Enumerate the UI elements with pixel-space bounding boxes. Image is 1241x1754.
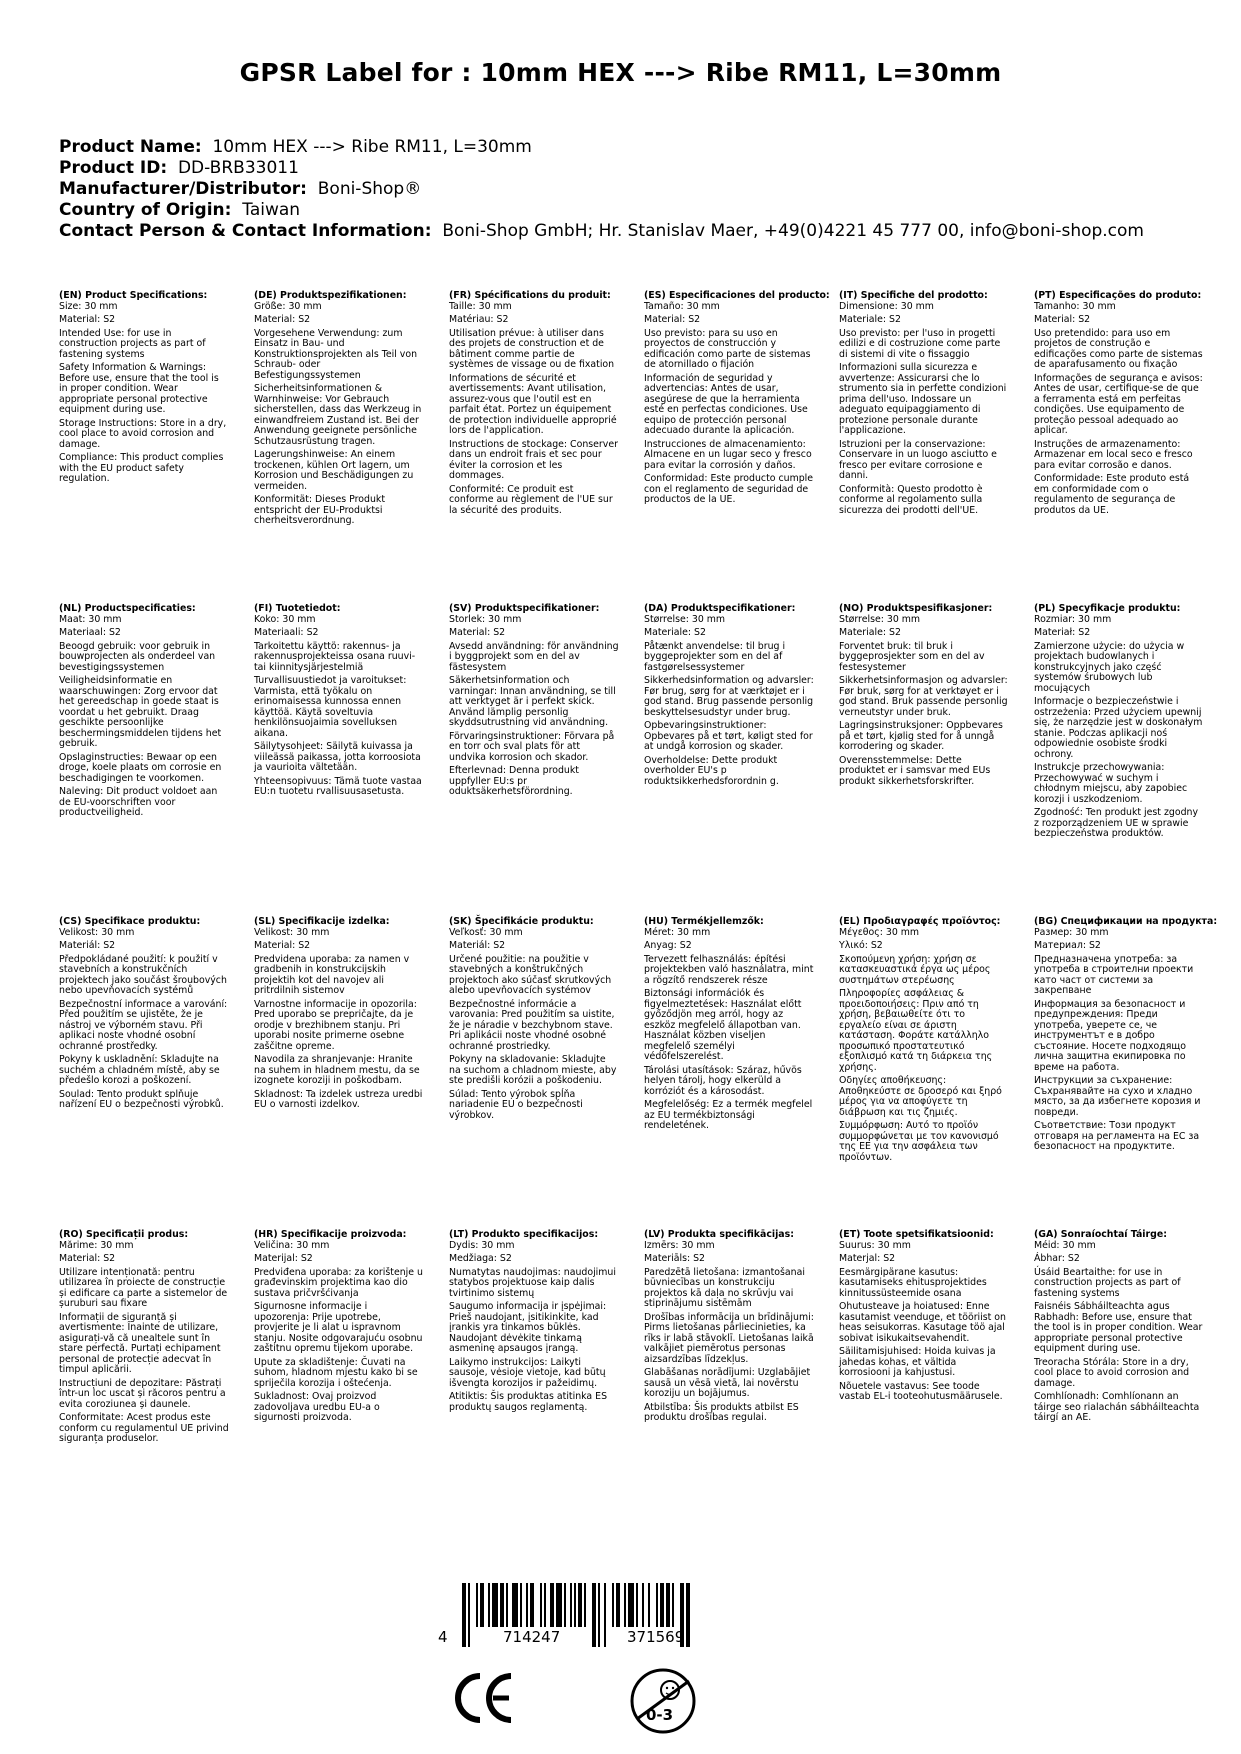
spec-line: Materiāls: S2 xyxy=(644,1253,706,1264)
spec-line: Materiale: S2 xyxy=(839,627,901,638)
spec-line: Pokyny na skladovanie: Skladujte na suchom a chladnom mieste, aby ste predišli korózii a poškodeniu. xyxy=(449,1054,617,1086)
spec-line: Suurus: 30 mm xyxy=(839,1239,911,1251)
spec-line: Conformidade: Este produto está em conformidade com o regulamento de segurança de produtos da UE. xyxy=(1034,473,1190,516)
barcode-bar xyxy=(592,1583,596,1647)
spec-line: Compliance: This product complies with the EU product safety regulation. xyxy=(59,452,224,484)
spec-line: Beoogd gebruik: voor gebruik in bouwprojecten als onderdeel van bevestigingssystemen xyxy=(59,640,216,673)
spec-heading: (HR) Specifikacije proizvoda: xyxy=(254,1229,407,1240)
spec-line: Taille: 30 mm xyxy=(449,300,512,312)
spec-line: Dimensione: 30 mm xyxy=(839,300,934,312)
spec-line: Utilizare intenționată: pentru utilizarea în proiecte de construcție și edificare ca parte a sistemelor de șuruburi sau fixare xyxy=(59,1266,228,1309)
spec-heading: (CS) Specifikace produktu: xyxy=(59,916,201,927)
spec-line: Материал: S2 xyxy=(1034,940,1101,951)
barcode-bar xyxy=(616,1583,620,1627)
spec-line: Lagerungshinweise: An einem trockenen, kühlen Ort lagern, um Korrosion und Beschädigungen zu vermeiden. xyxy=(254,449,414,492)
spec-line: Comhlíonadh: Comhlíonann an táirge seo rialachán sábháilteachta táirgí an AE. xyxy=(1034,1391,1200,1423)
spec-line: Instructions de stockage: Conserver dans un endroit frais et sec pour éviter la corrosion et les dommages. xyxy=(449,438,618,481)
barcode-bar xyxy=(604,1583,606,1647)
spec-line: Material: S2 xyxy=(254,940,311,951)
spec-line: Úsáid Beartaithe: for use in construction projects as part of fastening systems xyxy=(1034,1266,1181,1299)
spec-line: Navodila za shranjevanje: Hranite na suhem in hladnem mestu, da se izognete koroziji in poškodbam. xyxy=(254,1054,420,1086)
spec-heading: (PL) Specyfikacje produktu: xyxy=(1034,603,1181,614)
barcode-bar xyxy=(530,1583,534,1627)
spec-line: Konformität: Dieses Produkt entspricht der EU-Produktsi cherheitsverordnung. xyxy=(254,494,386,526)
spec-line: Lagringsinstruksjoner: Oppbevares på et tørt, kjølig sted for å unngå korrodering og skader. xyxy=(839,720,1003,752)
spec-section xyxy=(1034,1230,1204,1427)
spec-section xyxy=(839,917,1009,1166)
spec-line: Tárolási utasítások: Száraz, hűvös helyen tárolj, hogy elkerüld a korróziót és a károsodást. xyxy=(644,1064,802,1097)
spec-line: Material: S2 xyxy=(644,314,701,325)
spec-line: Instrucciones de almacenamiento: Almacene en un lugar seco y fresco para evitar la corrosión y daños. xyxy=(644,438,812,471)
spec-line: Material: S2 xyxy=(59,314,116,325)
spec-line: Mărime: 30 mm xyxy=(59,1239,134,1251)
spec-line: Izmērs: 30 mm xyxy=(644,1239,715,1251)
barcode-right-digits: 371569 xyxy=(627,1628,685,1646)
spec-section xyxy=(449,291,619,519)
spec-line: Forventet bruk: til bruk i byggeprosjekter som en del av festesystemer xyxy=(839,640,985,673)
spec-line: Πληροφορίες ασφάλειας & προειδοποιήσεις: Πριν από τη χρήση, βεβαιωθείτε ότι το εργαλείο είναι σε άριστη κατάσταση. Φοράτε κατάλληλο προσωπικό προστατευτικό εξοπλισμό κατά τη διάρκεια της χρήσης. xyxy=(839,988,993,1073)
info-label: Product Name: xyxy=(59,137,202,157)
spec-line: Informazioni sulla sicurezza e avvertenze: Assicurarsi che lo strumento sia in perfette condizioni prima dell'uso. Indossare un adeguato equipaggiamento di protezione personale durante l'applicazione. xyxy=(839,362,1007,436)
spec-line: Predviđena uporaba: za korištenje u građevinskim projektima kao dio sustava pričvršćivanja xyxy=(254,1266,423,1299)
spec-line: Megfelelőség: Ez a termék megfelel az EU termékbiztonsági rendeletének. xyxy=(644,1099,813,1131)
spec-section xyxy=(449,1230,619,1416)
age-0-3-warning-icon xyxy=(628,1666,698,1736)
barcode-bar xyxy=(564,1583,566,1627)
spec-section xyxy=(254,291,424,530)
spec-line: Materiał: S2 xyxy=(1034,627,1091,638)
barcode-bar xyxy=(492,1583,498,1627)
spec-line: Ohutusteave ja hoiatused: Enne kasutamist veenduge, et tööriist on heas seisukorras. Kasutage töö ajal sobivat isikukaitsevahendit. xyxy=(839,1301,1006,1344)
barcode-bar xyxy=(660,1583,664,1627)
barcode-bar xyxy=(462,1583,466,1647)
spec-line: Información de seguridad y advertencias: Antes de usar, asegúrese de que la herramienta esté en perfectas condiciones. Use equipo de protección personal adecuado durante la aplicación. xyxy=(644,372,808,436)
spec-line: Instrucțiuni de depozitare: Păstrați într-un loc uscat și răcoros pentru a evita coroziunea și daunele. xyxy=(59,1377,226,1410)
spec-line: Sikkerhedsinformation og advarsler: Før brug, sørg for at værktøjet er i god stand. Brug passende personlig beskyttelsesudstyr under brug. xyxy=(644,675,814,718)
manufacturer-row xyxy=(59,179,1144,200)
spec-line: Biztonsági információk és figyelmeztetések: Használat előtt győződjön meg arról, hogy az eszköz megfelelő állapotban van. Használat közben viseljen megfelelő személyi védőfelszerelést. xyxy=(644,988,802,1062)
spec-line: Material: S2 xyxy=(254,314,311,325)
spec-line: Turvallisuustiedot ja varoitukset: Varmista, että työkalu on erinomaisessa kunnossa ennen käyttöä. Käytä soveltuvia henkilönsuojaimia sovelluksen aikana. xyxy=(254,675,407,739)
spec-line: Yhteensopivuus: Tämä tuote vastaa EU:n tuotetu rvallisuusasetusta. xyxy=(254,775,422,797)
spec-line: Größe: 30 mm xyxy=(254,300,322,312)
barcode-bar xyxy=(488,1583,490,1627)
spec-line: Faisnéis Sábháilteachta agus Rabhadh: Before use, ensure that the tool is in proper condition. Wear appropriate personal protective equipment during use. xyxy=(1034,1301,1203,1354)
spec-line: Tarkoitettu käyttö: rakennus- ja rakennusprojekteissa osana ruuvi- tai kiinnitysjärjestelmiä xyxy=(254,640,416,673)
spec-line: Opbevaringsinstruktioner: Opbevares på et tørt, køligt sted for at undgå korrosion og skader. xyxy=(644,720,813,752)
page-title: GPSR Label for : 10mm HEX ---> Ribe RM11, L=30mm xyxy=(239,58,1002,87)
spec-line: Laikymo instrukcijos: Laikyti sausoje, vėsioje vietoje, kad būtų išvengta korozijos ir pažeidimų. xyxy=(449,1356,606,1389)
spec-heading: (FR) Spécifications du produit: xyxy=(449,290,611,301)
barcode-bar xyxy=(550,1583,554,1627)
spec-line: Размер: 30 mm xyxy=(1034,926,1109,938)
spec-line: Dydis: 30 mm xyxy=(449,1239,515,1251)
barcode-bar xyxy=(656,1583,658,1627)
spec-line: Overholdelse: Dette produkt overholder EU's p roduktsikkerhedsforordnin g. xyxy=(644,754,779,787)
spec-line: Saugumo informacija ir įspėjimai: Prieš naudojant, įsitikinkite, kad įrankis yra tinkamos būklės. Naudojant dėvėkite tinkamą asmeninę apsaugos įrangą. xyxy=(449,1301,607,1354)
spec-line: Glabāšanas norādījumi: Uzglabājiet sausā un vēsā vietā, lai novērstu koroziju un bojājumus. xyxy=(644,1367,811,1399)
spec-line: Materjal: S2 xyxy=(839,1253,896,1264)
spec-line: Méret: 30 mm xyxy=(644,926,711,938)
spec-line: Varnostne informacije in opozorila: Pred uporabo se prepričajte, da je orodje v brezhibnem stanju. Pri uporabi nosite primerne osebne zaščitne opreme. xyxy=(254,998,417,1052)
spec-heading: (LT) Produkto specifikacijos: xyxy=(449,1229,599,1240)
spec-line: Sikkerhetsinformasjon og advarsler: Før bruk, sørg for at verktøyet er i god stand. Bruk passende personlig verneutstyr under bruk. xyxy=(839,675,1008,718)
barcode-bar xyxy=(468,1583,470,1647)
spec-heading: (BG) Спецификации на продукта: xyxy=(1034,916,1218,927)
spec-line: Sigurnosne informacije i upozorenja: Prije upotrebe, provjerite je li alat u ispravnom stanju. Nosite odgovarajuću osobnu zaštitnu opremu tijekom uporabe. xyxy=(254,1301,423,1354)
spec-line: Sukladnost: Ovaj proizvod zadovoljava uredbu EU-a o sigurnosti proizvoda. xyxy=(254,1391,380,1423)
spec-section xyxy=(644,290,830,509)
spec-line: Tamanho: 30 mm xyxy=(1034,300,1116,312)
barcode-bar xyxy=(612,1583,614,1627)
barcode-bar xyxy=(624,1583,626,1627)
barcode-bar xyxy=(480,1583,484,1627)
spec-line: Upute za skladištenje: Čuvati na suhom, hladnom mjestu kako bi se spriječila korozija i oštećenja. xyxy=(254,1356,418,1389)
spec-line: Zgodność: Ten produkt jest zgodny z rozporządzeniem UE w sprawie bezpieczeństwa produktów. xyxy=(1034,807,1199,839)
barcode-bar xyxy=(506,1583,508,1627)
spec-line: Drošības informācija un brīdinājumi: Pirms lietošanas pārliecinieties, ka rīks ir labā stāvoklī. Lietošanas laikā valkājiet piemērotus personas aizsardzības līdzekļus. xyxy=(644,1311,814,1365)
info-value: Taiwan xyxy=(242,200,301,220)
spec-line: Zamierzone użycie: do użycia w projektach budowlanych i konstrukcyjnych jako część systemów śrubowych lub mocujących xyxy=(1034,640,1185,694)
barcode-bar xyxy=(598,1583,600,1647)
spec-section xyxy=(59,1230,229,1448)
spec-line: Material: S2 xyxy=(59,1253,116,1264)
spec-heading: (SV) Produktspecifikationer: xyxy=(449,603,600,614)
spec-section xyxy=(254,917,424,1114)
spec-heading: (EL) Προδιαγραφές προϊόντος: xyxy=(839,916,1001,927)
spec-line: Størrelse: 30 mm xyxy=(644,613,726,625)
spec-line: Size: 30 mm xyxy=(59,300,118,312)
spec-line: Συμμόρφωση: Αυτό το προϊόν συμμορφώνεται με τον κανονισμό της ΕΕ για την ασφάλεια των προϊόντων. xyxy=(839,1120,999,1163)
spec-heading: (NL) Productspecificaties: xyxy=(59,603,196,614)
spec-line: Anyag: S2 xyxy=(644,940,692,951)
spec-line: Utilisation prévue: à utiliser dans des projets de construction et de bâtiment comme partie de systèmes de vissage ou de fixation xyxy=(449,327,615,370)
spec-heading: (IT) Specifiche del prodotto: xyxy=(839,290,988,301)
spec-line: Tervezett felhasználás: építési projektekben való használatra, mint a rögzítő rendszerek része xyxy=(644,953,814,986)
spec-line: Tamaño: 30 mm xyxy=(644,300,720,312)
spec-line: Overensstemmelse: Dette produktet er i samsvar med EUs produkt sikkerhetsforskrifter. xyxy=(839,754,991,787)
spec-line: Istruzioni per la conservazione: Conservare in un luogo asciutto e fresco per evitare corrosione e danni. xyxy=(839,438,997,481)
spec-section xyxy=(644,604,814,790)
spec-line: Informacje o bezpieczeństwie i ostrzeżenia: Przed użyciem upewnij się, że narzędzie jest w doskonałym stanie. Podczas aplikacji noś odpowiednie osobiste środki ochrony. xyxy=(1034,696,1203,760)
spec-line: Informații de siguranță și avertismente: Înainte de utilizare, asigurați-vă că unealtele sunt în stare perfectă. Purtați echipament personal de protecție adecvat în timpul aplicării. xyxy=(59,1311,221,1375)
spec-line: Materiale: S2 xyxy=(644,627,706,638)
barcode-bar xyxy=(526,1583,528,1627)
spec-section xyxy=(644,917,814,1135)
spec-line: Materiaali: S2 xyxy=(254,627,319,638)
info-value: DD-BRB33011 xyxy=(177,158,299,178)
spec-line: Vorgesehene Verwendung: zum Einsatz in Bau- und Konstruktionsprojekten als Teil von Schraub- oder Befestigungssystemen xyxy=(254,327,418,381)
spec-line: Påtænkt anvendelse: til brug i byggeprojekter som en del af fastgørelsessystemer xyxy=(644,640,786,673)
spec-line: Rozmiar: 30 mm xyxy=(1034,613,1112,625)
spec-line: Μέγεθος: 30 mm xyxy=(839,926,920,938)
product-info xyxy=(59,137,1144,242)
barcode-bar xyxy=(540,1583,542,1627)
spec-line: Informations de sécurité et avertissements: Avant utilisation, assurez-vous que l'outil est en parfait état. Portez un équipement de protection individuelle approprié lors de l'application. xyxy=(449,372,617,436)
spec-line: Sicherheitsinformationen & Warnhinweise: Vor Gebrauch sicherstellen, dass das Werkzeug in einwandfreiem Zustand ist. Bei der Anwendung geeignete persönliche Schutzausrüstung tragen. xyxy=(254,383,422,447)
barcode-bar xyxy=(476,1583,478,1627)
spec-section xyxy=(59,291,229,488)
spec-line: Předpokládané použití: k použití v stavebních a konstrukčních projektech jako součást šroubových nebo upevňovacích systémů xyxy=(59,953,227,996)
spec-line: Efterlevnad: Denna produkt uppfyller EU:s pr oduktsäkerhetsförordning. xyxy=(449,765,579,797)
spec-heading: (FI) Tuotetiedot: xyxy=(254,603,341,614)
spec-line: Nõuetele vastavus: See toode vastab EL-i tooteohutusmäärusele. xyxy=(839,1380,1003,1402)
spec-line: Opslaginstructies: Bewaar op een droge, koele plaats om corrosie en beschadigingen te voorkomen. xyxy=(59,751,222,784)
spec-line: Materijal: S2 xyxy=(254,1253,313,1264)
spec-line: Storlek: 30 mm xyxy=(449,613,522,625)
spec-section xyxy=(1034,916,1218,1156)
barcode-bar xyxy=(544,1583,546,1627)
spec-line: Atbilstība: Šis produkts atbilst ES produktu drošības regulai. xyxy=(644,1401,799,1423)
spec-section xyxy=(254,604,424,801)
spec-line: Koko: 30 mm xyxy=(254,613,316,625)
spec-line: Materiaal: S2 xyxy=(59,627,121,638)
svg-text:0-3: 0-3 xyxy=(646,1706,674,1724)
barcode-bar xyxy=(556,1583,562,1627)
ce-mark-icon xyxy=(453,1672,517,1724)
spec-line: Storage Instructions: Store in a dry, cool place to avoid corrosion and damage. xyxy=(59,417,227,450)
spec-line: Material: S2 xyxy=(449,627,506,638)
product-id-row xyxy=(59,158,1144,179)
spec-line: Conformitate: Acest produs este conform cu regulamentul UE privind siguranța produselor. xyxy=(59,1412,229,1444)
barcode-bar xyxy=(500,1583,504,1627)
spec-line: Säilytysohjeet: Säilytä kuivassa ja viileässä paikassa, jotta korroosiota ja vaurioita vältetään. xyxy=(254,741,421,773)
spec-heading: (SL) Specifikacije izdelka: xyxy=(254,916,390,927)
barcode-bar xyxy=(686,1583,690,1647)
info-value: 10mm HEX ---> Ribe RM11, L=30mm xyxy=(212,137,532,157)
spec-line: Safety Information & Warnings: Before use, ensure that the tool is in proper condition. Wear appropriate personal protective equipment during use. xyxy=(59,362,219,415)
spec-line: Conformidad: Este producto cumple con el reglamento de seguridad de productos de la UE. xyxy=(644,473,814,505)
spec-heading: (EN) Product Specifications: xyxy=(59,290,208,301)
spec-heading: (DA) Produktspecifikationer: xyxy=(644,603,796,614)
spec-line: Velikost: 30 mm xyxy=(254,926,330,938)
spec-line: Ábhar: S2 xyxy=(1034,1253,1080,1264)
spec-line: Intended Use: for use in construction projects as part of fastening systems xyxy=(59,327,206,360)
spec-line: Materiál: S2 xyxy=(59,940,116,951)
spec-line: Instrukcje przechowywania: Przechowywać w suchym i chłodnym miejscu, aby zapobiec korozji i uszkodzeniom. xyxy=(1034,762,1188,805)
spec-section xyxy=(449,604,619,801)
spec-heading: (LV) Produkta specifikācijas: xyxy=(644,1229,794,1240)
spec-line: Pokyny k uskladnění: Skladujte na suchém a chladném místě, aby se předešlo korozi a poškození. xyxy=(59,1054,220,1086)
barcode-left-digits: 714247 xyxy=(503,1628,561,1646)
spec-line: Οδηγίες αποθήκευσης: Αποθηκεύστε σε δροσερό και ξηρό μέρος για να αποφύγετε τη διάβρωση και τις ζημιές. xyxy=(839,1075,1002,1118)
spec-line: Uso pretendido: para uso em projetos de construção e edificações como parte de sistemas de aparafusamento ou fixação xyxy=(1034,327,1203,370)
spec-line: Bezpečnostné informácie a varovania: Pred použitím sa uistite, že je náradie v bezchybnom stave. Pri aplikácii noste vhodné osobné ochranné prostriedky. xyxy=(449,998,615,1052)
spec-line: Veľkosť: 30 mm xyxy=(449,926,523,938)
country-row xyxy=(59,200,1144,221)
spec-section xyxy=(644,1230,814,1427)
spec-line: Atitiktis: Šis produktas atitinka ES produktų saugos reglamentą. xyxy=(449,1391,608,1413)
barcode-lead-digit: 4 xyxy=(438,1628,448,1646)
spec-line: Bezpečnostní informace a varování: Před použitím se ujistěte, že je nástroj ve výborném stavu. Při aplikaci noste vhodné osobní ochranné prostředky. xyxy=(59,998,228,1052)
spec-heading: (HU) Termékjellemzők: xyxy=(644,916,764,927)
spec-section xyxy=(839,604,1009,790)
spec-section xyxy=(1034,291,1204,519)
spec-line: Numatytas naudojimas: naudojimui statybos projektuose kaip dalis tvirtinimo sistemų xyxy=(449,1266,616,1299)
info-label: Contact Person & Contact Information: xyxy=(59,221,432,241)
spec-line: Conformité: Ce produit est conforme au règlement de l'UE sur la sécurité des produits. xyxy=(449,483,613,516)
spec-line: Säkerhetsinformation och varningar: Innan användning, se till att verktyget är i perfekt skick. Använd lämplig personlig skyddsutrustning vid användning. xyxy=(449,675,616,728)
spec-line: Paredzētā lietošana: izmantošanai būvniecības un konstrukciju projektos kā daļa no skrūvju vai stiprinājumu sistēmām xyxy=(644,1266,805,1309)
spec-line: Avsedd användning: för användning i byggprojekt som en del av fästesystem xyxy=(449,640,619,673)
spec-section xyxy=(254,1230,424,1427)
spec-line: Materiale: S2 xyxy=(839,314,901,325)
spec-line: Uso previsto: per l'uso in progetti edilizi e di costruzione come parte di sistemi di vite o fissaggio xyxy=(839,327,1001,360)
spec-section xyxy=(449,917,619,1124)
spec-line: Informações de segurança e avisos: Antes de usar, certifique-se de que a ferramenta está em perfeitas condições. Use equipamento de proteção pessoal adequado ao aplicar. xyxy=(1034,372,1203,436)
spec-line: Υλικό: S2 xyxy=(839,940,883,951)
spec-line: Predvidena uporaba: za namen v gradbenih in konstrukcijskih projektih kot del navojev ali pritrdilnih sistemov xyxy=(254,953,410,996)
info-label: Country of Origin: xyxy=(59,200,232,220)
spec-line: Инструкции за съхранение: Съхранявайте на сухо и хладно място, за да избегнете корозия и повреди. xyxy=(1034,1075,1201,1118)
product-name-row xyxy=(59,137,1144,158)
contact-row xyxy=(59,221,1144,242)
info-value: Boni-Shop GmbH; Hr. Stanislav Maer, +49(0)4221 45 777 00, info@boni-shop.com xyxy=(442,221,1144,241)
spec-section xyxy=(59,917,229,1114)
spec-heading: (NO) Produktspesifikasjoner: xyxy=(839,603,993,614)
spec-line: Förvaringsinstruktioner: Förvara på en torr och sval plats för att undvika korrosion och skador. xyxy=(449,730,615,763)
spec-section xyxy=(839,1230,1009,1406)
spec-heading: (GA) Sonraíochtaí Táirge: xyxy=(1034,1229,1167,1240)
spec-heading: (PT) Especificações do produto: xyxy=(1034,290,1202,301)
spec-line: Uso previsto: para su uso en proyectos de construcción y edificación como parte de sistemas de atornillado o fijación xyxy=(644,327,811,370)
spec-section xyxy=(839,291,1009,519)
spec-line: Veiligheidsinformatie en waarschuwingen: Zorg ervoor dat het gereedschap in goede staat is voordat u het gebruikt. Draag geschikte persoonlijke beschermingsmiddelen tijdens het gebruik. xyxy=(59,675,222,749)
barcode-bar xyxy=(520,1583,522,1627)
spec-line: Matériau: S2 xyxy=(449,314,509,325)
spec-line: Съответствие: Този продукт отговаря на регламента на ЕС за безопасност на продуктите. xyxy=(1034,1120,1200,1152)
barcode-bar xyxy=(578,1583,582,1627)
spec-line: Conformità: Questo prodotto è conforme al regolamento sulla sicurezza dei prodotti dell'UE. xyxy=(839,483,983,516)
spec-heading: (ET) Toote spetsifikatsioonid: xyxy=(839,1229,994,1240)
barcode-bar xyxy=(672,1583,674,1627)
info-label: Manufacturer/Distributor: xyxy=(59,179,307,199)
spec-line: Eesmärgipärane kasutus: kasutamiseks ehitusprojektides kinnitussüsteemide osana xyxy=(839,1266,987,1299)
spec-line: Medžiaga: S2 xyxy=(449,1253,512,1264)
spec-line: Предназначена употреба: за употреба в строителни проекти като част от системи за закрепване xyxy=(1034,953,1194,996)
spec-line: Информация за безопасност и предупреждения: Преди употреба, уверете се, че инструментът е в добро състояние. Носете подходящо лична защитна екипировка по време на работа. xyxy=(1034,998,1186,1073)
spec-line: Veličina: 30 mm xyxy=(254,1239,330,1251)
spec-line: Súlad: Tento výrobok spĺňa nariadenie EÚ o bezpečnosti výrobkov. xyxy=(449,1088,583,1121)
barcode-bar xyxy=(648,1583,650,1627)
spec-line: Maat: 30 mm xyxy=(59,613,122,625)
barcode-bar xyxy=(512,1583,518,1627)
spec-heading: (RO) Specificații produs: xyxy=(59,1229,189,1240)
barcode-bar xyxy=(636,1583,638,1627)
barcode-bar xyxy=(642,1583,644,1627)
info-label: Product ID: xyxy=(59,158,168,178)
barcode-bar xyxy=(666,1583,670,1627)
spec-line: Méid: 30 mm xyxy=(1034,1239,1096,1251)
spec-line: Materiál: S2 xyxy=(449,940,506,951)
spec-heading: (SK) Špecifikácie produktu: xyxy=(449,916,594,927)
info-value: Boni-Shop® xyxy=(317,179,422,199)
spec-line: Størrelse: 30 mm xyxy=(839,613,921,625)
barcode-bar xyxy=(628,1583,634,1627)
spec-heading: (DE) Produktspezifikationen: xyxy=(254,290,407,301)
spec-line: Určené použitie: na použitie v stavebných a konštrukčných projektoch ako súčasť skrutkových alebo upevňovacích systémov xyxy=(449,953,612,996)
spec-line: Skladnost: Ta izdelek ustreza uredbi EU o varnosti izdelkov. xyxy=(254,1088,423,1110)
barcode-bar xyxy=(570,1583,572,1627)
spec-line: Instruções de armazenamento: Armazenar em local seco e fresco para evitar corrosão e danos. xyxy=(1034,438,1193,471)
spec-line: Soulad: Tento produkt splňuje nařízení EU o bezpečnosti výrobků. xyxy=(59,1088,224,1110)
spec-line: Treoracha Stórála: Store in a dry, cool place to avoid corrosion and damage. xyxy=(1034,1356,1190,1389)
spec-section xyxy=(1034,604,1204,843)
barcode-bar xyxy=(574,1583,576,1627)
spec-heading: (ES) Especificaciones del producto: xyxy=(644,290,830,301)
spec-line: Naleving: Dit product voldoet aan de EU-voorschriften voor productveiligheid. xyxy=(59,786,218,818)
spec-section xyxy=(59,604,229,822)
spec-line: Material: S2 xyxy=(1034,314,1091,325)
spec-line: Velikost: 30 mm xyxy=(59,926,135,938)
spec-line: Σκοπούμενη χρήση: χρήση σε κατασκευαστικά έργα ως μέρος συστημάτων στερέωσης xyxy=(839,953,991,986)
barcode-bar xyxy=(584,1583,586,1627)
spec-line: Säilitamisjuhised: Hoida kuivas ja jahedas kohas, et vältida korrosiooni ja kahjustusi. xyxy=(839,1346,996,1378)
